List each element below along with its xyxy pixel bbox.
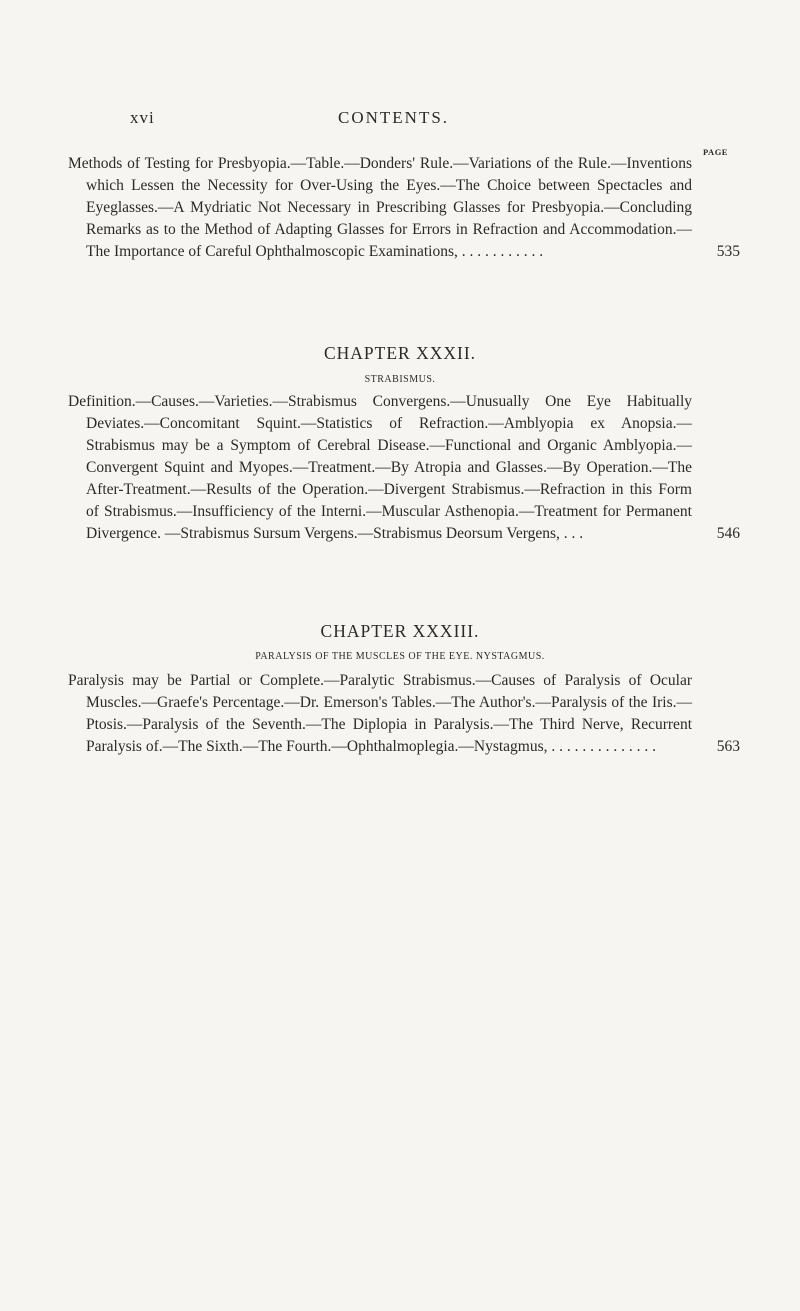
chapter-heading: CHAPTER XXXIII. [320, 621, 480, 641]
entry-text: Paralysis may be Partial or Complete.—Paralytic Strabismus.—Causes of Paralysis of Ocular Muscles.—Graefe's Percentage.—Dr. Emerson's Tables.—The Author's.—Paralysis of the Iris.—Ptosis.—Paralysis of the Seventh.—The Diplopia in Paralysis.—The Third Nerve, Recurrent Paralysis of.—The Sixth.—The Fourth.—Ophthalmoplegia.—Nystagmus, . . . . . . . . . . . . . . [68, 672, 692, 755]
entry-text: Definition.—Causes.—Varieties.—Strabismus Convergens.—Unusually One Eye Habitually Deviates.—Concomitant Squint.—Statistics of Refraction.—Amblyopia ex Anopsia.—Strabismus may be a Symptom of Cerebral Disease.—Functional and Organic Amblyopia.—Convergent Squint and Myopes.—Treatment.—By Atropia and Glasses.—By Operation.—The After-Treatment.—Results of the Operation.—Divergent Strabismus.—Refraction in this Form of Strabismus.—Insufficiency of the Interni.—Muscular Asthenopia.—Treatment for Permanent Divergence. —Strabismus Sursum Vergens.—Strabismus Deorsum Vergens, . . . [68, 393, 692, 542]
entry-page: 563 [716, 738, 740, 755]
chapter-heading: CHAPTER XXXII. [323, 343, 477, 363]
page-title: CONTENTS. [338, 108, 450, 127]
chapter-subtitle: PARALYSIS OF THE MUSCLES OF THE EYE. NYSTAGMUS. [255, 651, 545, 662]
entry-page: 546 [716, 525, 740, 542]
contents-entry-strabismus [68, 391, 740, 545]
page-number: xvi [130, 108, 155, 127]
contents-entry-presbyopia [68, 153, 740, 263]
entry-page: 535 [716, 243, 740, 260]
chapter-subtitle: STRABISMUS. [364, 374, 436, 385]
page-column-label: PAGE [703, 147, 728, 157]
running-header [130, 108, 690, 130]
entry-text: Methods of Testing for Presbyopia.—Table.—Donders' Rule.—Variations of the Rule.—Inventions which Lessen the Necessity for Over-Using the Eyes.—The Choice between Spectacles and Eyeglasses.—A Mydriatic Not Necessary in Prescribing Glasses for Presbyopia.—Concluding Remarks as to the Method of Adapting Glasses for Errors in Refraction and Accommodation.—The Importance of Careful Ophthalmoscopic Examinations, . . . . . . . . . . . [68, 155, 692, 260]
contents-entry-paralysis [68, 670, 740, 758]
